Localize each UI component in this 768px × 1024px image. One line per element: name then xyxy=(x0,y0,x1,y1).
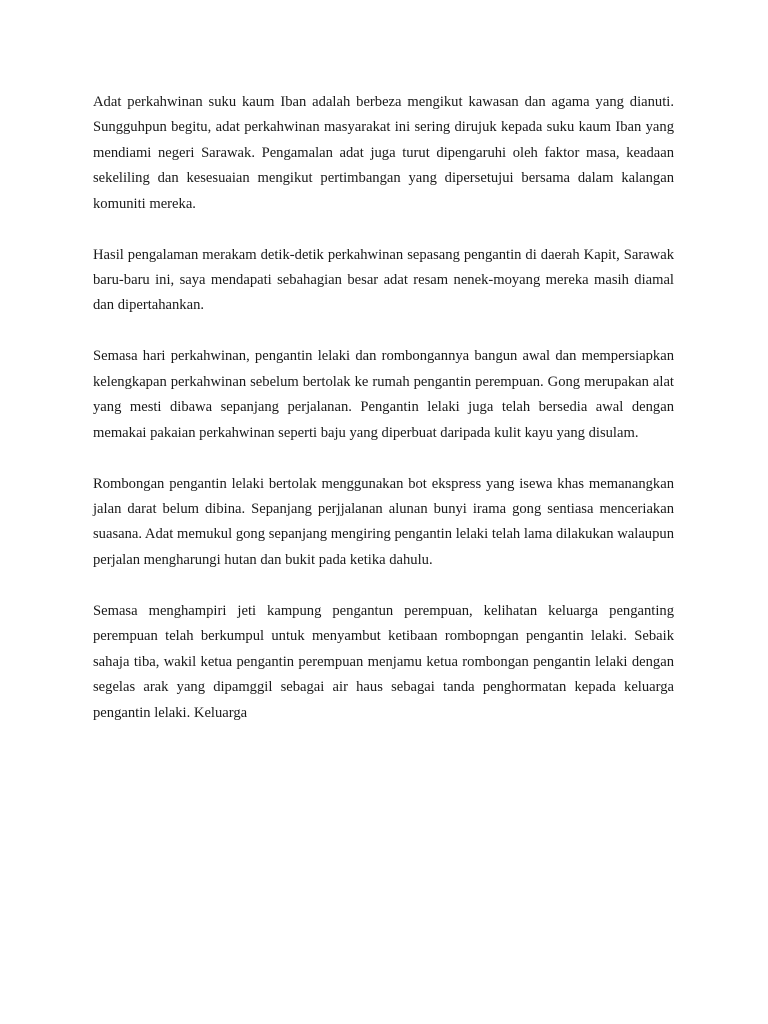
paragraph-5: Semasa menghampiri jeti kampung pengantun perempuan, kelihatan keluarga penganting perempuan telah berkumpul untuk menyambut ketibaan rombopngan pengantin lelaki. Sebaik sahaja tiba, wakil ketua pengantin perempuan menjamu ketua rombongan pengantin lelaki dengan segelas arak yang dipamggil sebagai air haus sebagai tanda penghormatan kepada keluarga pengantin lelaki. Keluarga xyxy=(93,602,674,721)
document-page xyxy=(93,90,674,726)
paragraph-2: Hasil pengalaman merakam detik-detik perkahwinan sepasang pengantin di daerah Kapit, Sarawak baru-baru ini, saya mendapati sebahagian besar adat resam nenek-moyang mereka masih diamal dan dipertahankan. xyxy=(93,246,674,314)
paragraph-3: Semasa hari perkahwinan, pengantin lelaki dan rombongannya bangun awal dan mempersiapkan kelengkapan perkahwinan sebelum bertolak ke rumah pengantin perempuan. Gong merupakan alat yang mesti dibawa sepanjang perjalanan. Pengantin lelaki juga telah bersedia awal dengan memakai pakaian perkahwinan seperti baju yang diperbuat daripada kulit kayu yang disulam. xyxy=(93,348,674,441)
paragraph-4: Rombongan pengantin lelaki bertolak menggunakan bot ekspress yang isewa khas memanangkan jalan darat belum dibina. Sepanjang perjjalanan alunan bunyi irama gong sentiasa menceriakan suasana. Adat memukul gong sepanjang mengiring pengantin lelaki telah lama dilakukan walaupun perjalan mengharungi hutan dan bukit pada ketika dahulu. xyxy=(93,475,674,568)
paragraph-1: Adat perkahwinan suku kaum Iban adalah berbeza mengikut kawasan dan agama yang dianuti. Sungguhpun begitu, adat perkahwinan masyarakat ini sering dirujuk kepada suku kaum Iban yang mendiami negeri Sarawak. Pengamalan adat juga turut dipengaruhi oleh faktor masa, keadaan sekeliling dan kesesuaian mengikut pertimbangan yang dipersetujui bersama dalam kalangan komuniti mereka. xyxy=(93,94,674,212)
